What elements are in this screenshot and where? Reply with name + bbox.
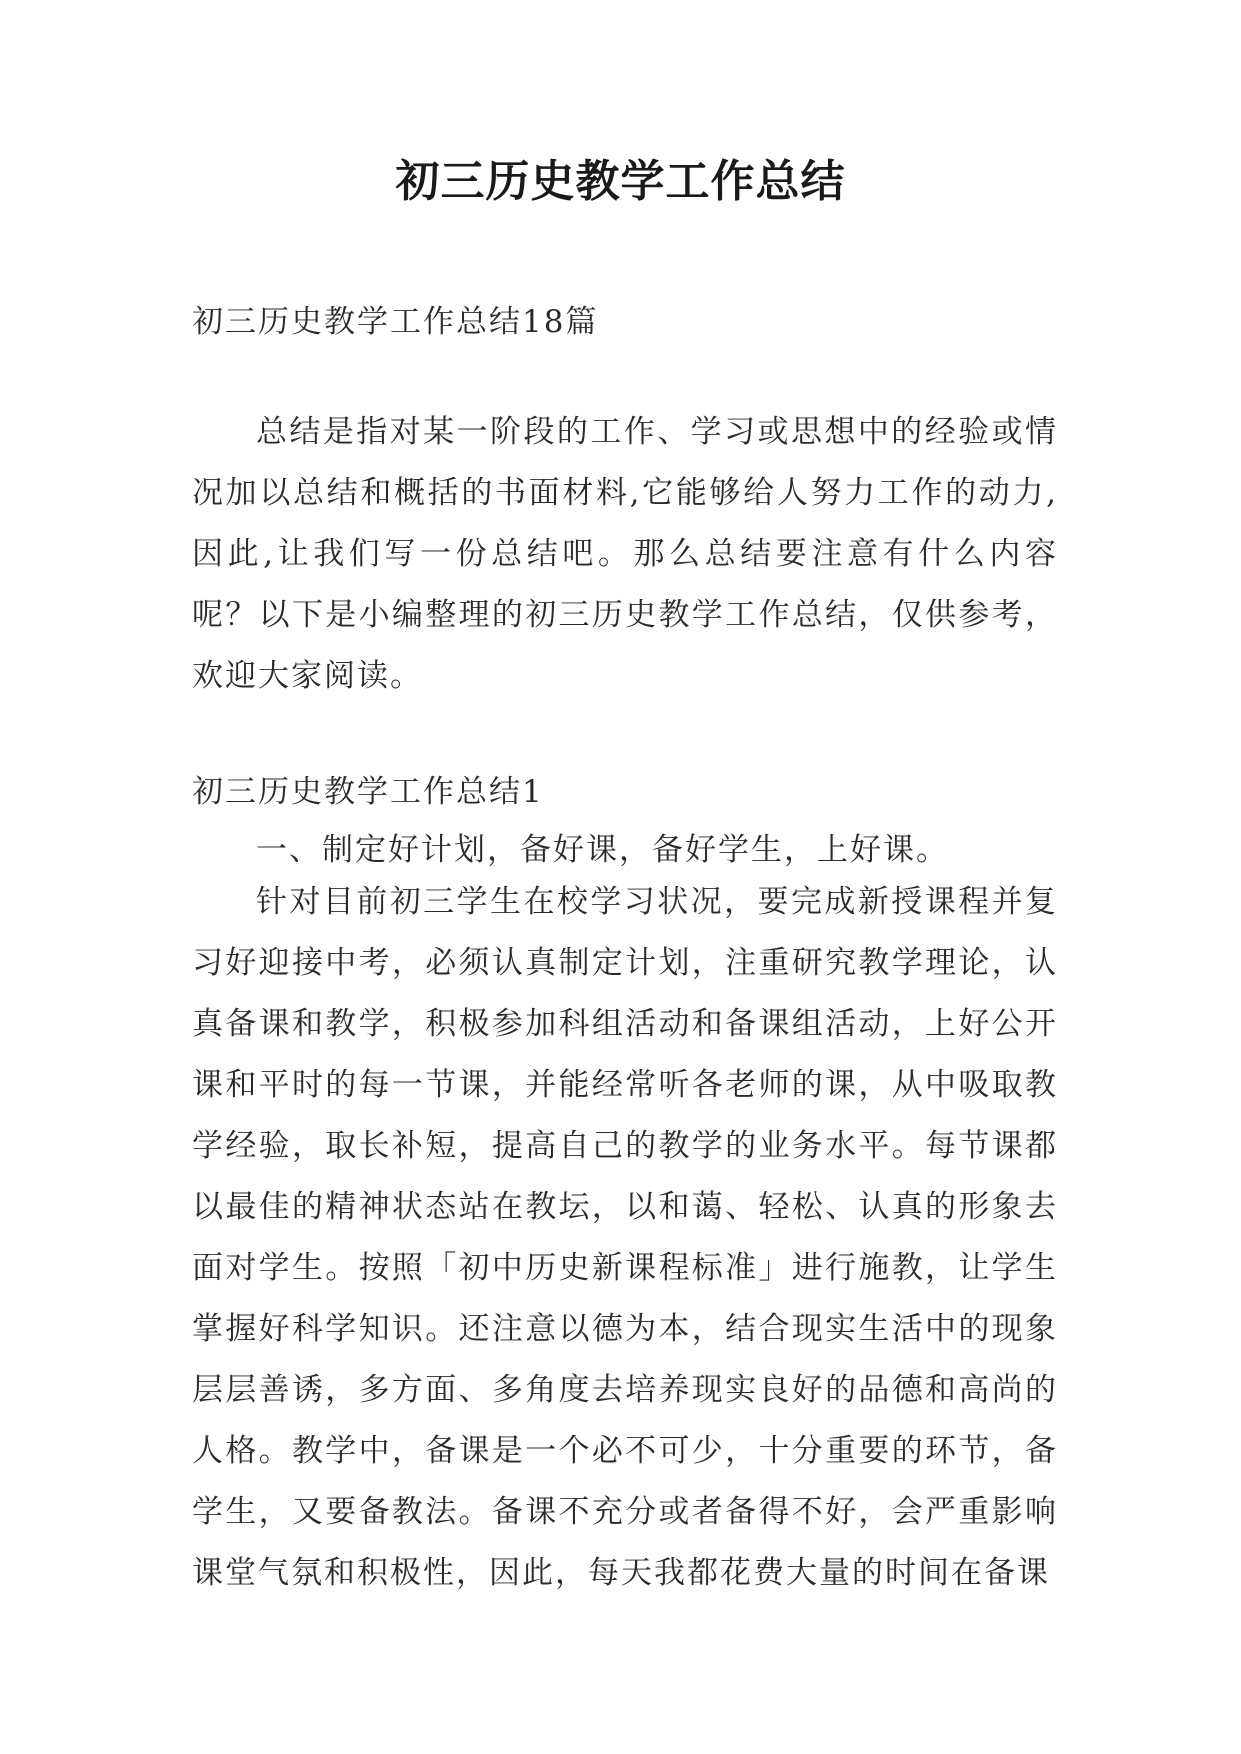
section-title: 初三历史教学工作总结1 <box>192 774 544 810</box>
section-paragraph: 针对目前初三学生在校学习状况，要完成新授课程并复习好迎接中考，必须认真制定计划，注重研究教学理论，认真备课和教学，积极参加科组活动和备课组活动，上好公开课和平时的每一节课，并能经常听各老师的课，从中吸取教学经验，取长补短，提高自己的教学的业务水平。每节课都以最佳的精神状态站在教坛，以和蔼、轻松、认真的形象去面对学生。按照「初中历史新课程标准」进行施教，让学生掌握好科学知识。还注意以德为本，结合现实生活中的现象层层善诱，多方面、多角度去培养现实良好的品德和高尚的人格。教学中，备课是一个必不可少，十分重要的环节，备学生，又要备教法。备课不充分或者备得不好，会严重影响课堂气氛和积极性，因此，每天我都花费大量的时间在备课 <box>192 884 1058 1591</box>
document-subtitle: 初三历史教学工作总结18篇 <box>192 304 599 340</box>
document-title: 初三历史教学工作总结 <box>395 156 846 207</box>
section-heading: 一、制定好计划，备好课，备好学生，上好课。 <box>256 832 949 868</box>
intro-paragraph: 总结是指对某一阶段的工作、学习或思想中的经验或情况加以总结和概括的书面材料,它能够给人努力工作的动力,因此,让我们写一份总结吧。那么总结要注意有什么内容呢？以下是小编整理的初三历史教学工作总结，仅供参考，欢迎大家阅读。 <box>192 414 1058 694</box>
